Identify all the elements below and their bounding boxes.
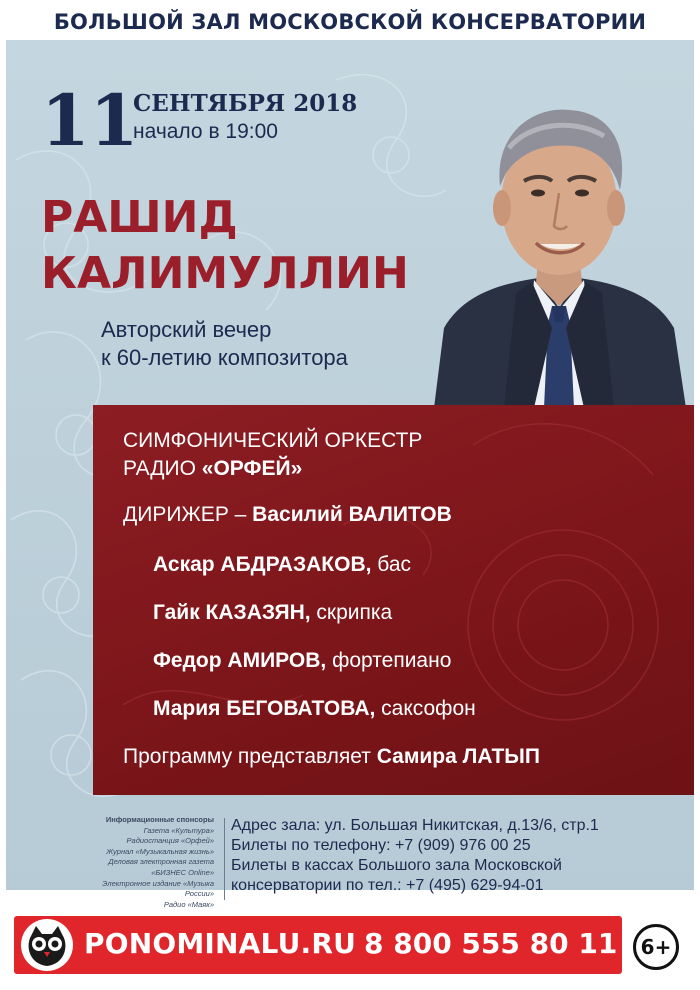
performer-row xyxy=(153,553,411,577)
performer-name: Мария БЕГОВАТОВА, xyxy=(153,697,376,720)
venue-address: Адрес зала: ул. Большая Никитская, д.13/6, стр.1 xyxy=(231,817,599,834)
sponsor-item: Радио «Маяк» xyxy=(163,899,214,909)
venue-info xyxy=(231,816,599,896)
event-day: 11 xyxy=(41,79,139,162)
event-start-time: начало в 19:00 xyxy=(133,120,278,143)
portrait-photo xyxy=(424,78,694,408)
composer-name xyxy=(41,190,409,302)
conductor-name: Василий ВАЛИТОВ xyxy=(252,503,452,526)
orchestra-line-1: СИМФОНИЧЕСКИЙ ОРКЕСТР xyxy=(123,429,423,452)
performer-row xyxy=(153,601,392,625)
performer-role: скрипка xyxy=(310,601,393,624)
performer-name: Федор АМИРОВ, xyxy=(153,649,327,672)
info-sponsors xyxy=(86,815,214,910)
performer-role: саксофон xyxy=(375,697,476,720)
performer-name: Аскар АБДРАЗАКОВ, xyxy=(153,553,372,576)
lineup xyxy=(93,405,694,795)
sponsor-item: Электронное издание «Музыка России» xyxy=(102,878,214,899)
owl-icon xyxy=(20,918,74,972)
performer-row xyxy=(153,697,476,721)
lineup-panel xyxy=(93,405,694,795)
orchestra-name: «ОРФЕЙ» xyxy=(201,457,303,480)
orchestra-prefix: РАДИО xyxy=(123,457,202,480)
ponominalu-banner[interactable] xyxy=(14,916,622,974)
subtitle-line-2: к 60-летию композитора xyxy=(101,345,348,370)
presenter-name: Самира ЛАТЫП xyxy=(376,745,540,768)
event-month-year: СЕНТЯБРЯ 2018 xyxy=(133,90,358,117)
performer-row xyxy=(153,649,451,673)
sponsor-item: Журнал «Музыкальная жизнь» xyxy=(106,846,214,856)
sponsor-item: Радиостанция «Орфей» xyxy=(126,836,214,846)
performer-role: фортепиано xyxy=(326,649,452,672)
ticketing-bar xyxy=(0,912,700,978)
composer-last-name: КАЛИМУЛЛИН xyxy=(41,248,409,299)
ponominalu-brand[interactable]: PONOMINALU.RU xyxy=(84,927,357,960)
box-office-line-1: Билеты в кассах Большого зала Московской xyxy=(231,857,562,874)
composer-first-name: РАШИД xyxy=(41,192,238,243)
poster xyxy=(6,40,694,909)
performer-name: Гайк КАЗАЗЯН, xyxy=(153,601,311,624)
ticket-phone: Билеты по телефону: +7 (909) 976 00 25 xyxy=(231,837,531,854)
performer-role: бас xyxy=(371,553,412,576)
sponsors-title: Информационные спонсоры xyxy=(105,815,214,824)
conductor-prefix: ДИРИЖЕР – xyxy=(123,503,253,526)
subtitle-line-1: Авторский вечер xyxy=(101,317,272,342)
box-office-line-2: консерватории по тел.: +7 (495) 629-94-01 xyxy=(231,877,544,894)
info-divider xyxy=(224,818,225,900)
presenter-line xyxy=(123,745,540,769)
age-rating-badge: 6+ xyxy=(633,924,679,970)
sponsor-item: Деловая электронная газета «БИЗНЕС Online» xyxy=(108,857,214,877)
orchestra-line-2 xyxy=(123,457,302,481)
conductor-line xyxy=(123,503,452,527)
venue-title: БОЛЬШОЙ ЗАЛ МОСКОВСКОЙ КОНСЕРВАТОРИИ xyxy=(53,10,647,34)
ponominalu-phone[interactable]: 8 800 555 80 11 xyxy=(364,927,618,960)
sponsor-item: Газета «Культура» xyxy=(143,825,214,835)
event-subtitle xyxy=(101,316,348,372)
presenter-prefix: Программу представляет xyxy=(123,745,377,768)
